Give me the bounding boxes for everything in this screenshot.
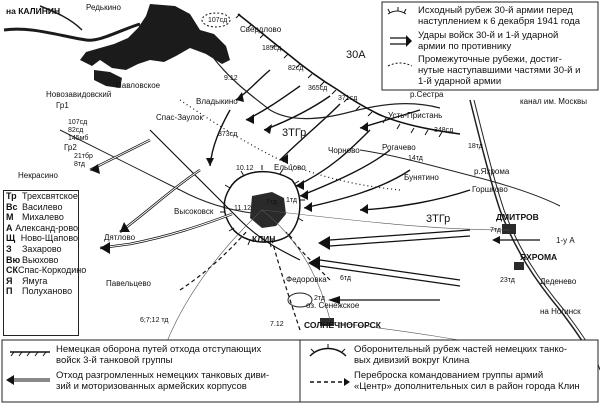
unit-82sd: 82сд (288, 65, 304, 72)
label-bunyatino: Бунятино (404, 173, 439, 182)
unit-107sd-block (68, 119, 89, 142)
upper-river (4, 24, 140, 40)
abbrev-name: Захарово (22, 243, 62, 254)
yakhroma-town (514, 262, 524, 270)
unit-23td: 23тд (500, 277, 515, 284)
army-label-30a: 30А (346, 49, 366, 61)
abbrev-name: Спас-Коркодино (18, 265, 87, 276)
label-kanal: канал им. Москвы (520, 97, 587, 106)
legend-top-3-l1: Промежуточные рубежи, достиг- (418, 54, 562, 65)
abbrev-row (4, 244, 78, 255)
legend-top-item-1 (418, 5, 581, 27)
unit-18td: 18тд (468, 143, 483, 150)
unit-6td: 6тд (340, 275, 351, 282)
label-pavlovskoe: Павловское (116, 81, 161, 90)
label-redkino: Редькино (86, 3, 121, 12)
shock-arrow-heads (308, 236, 500, 304)
label-vysokovsk: Высоковск (174, 207, 214, 216)
moscow-canal (470, 100, 598, 372)
unit-1td: 1тд (286, 197, 297, 204)
label-klin: КЛИН (252, 234, 276, 244)
legend-bottom-r1-b: вых дивизий вокруг Клина (354, 355, 470, 366)
label-novozavidovsky: Новозавидовский (46, 90, 112, 99)
label-ust-pristan: Усть-Пристань (388, 111, 443, 120)
unit-21tbr-line2: 8тд (74, 161, 85, 168)
label-chornovo: Чорново (328, 146, 360, 155)
unit-6-7-12td: 6;7;12 тд (140, 317, 169, 324)
abbrev-row (4, 223, 78, 234)
abbrev-name: Трехсвятское (22, 191, 78, 201)
legend-top-2-l2: армии по противнику (418, 41, 512, 52)
intermediate-line-1 (180, 100, 400, 190)
legend-top-2-l1: Удары войск 30-й и 1-й ударной (418, 30, 559, 41)
unit-21tbr-line1: 21тбр (74, 153, 93, 160)
label-sverdlovo: Свердлово (240, 25, 282, 34)
label-vladykino: Владыкино (196, 97, 238, 106)
unit-365sd: 365сд (308, 85, 328, 92)
legend-top-1-l1: Исходный рубеж 30-й армии перед (418, 5, 573, 16)
label-na-noginsk: на Ногинск (540, 307, 581, 316)
label-spas-zaulok: Спас-Заулок (156, 113, 203, 122)
abbrev-row (4, 212, 78, 223)
abbrev-code: Щ (6, 233, 16, 244)
unit-371sd: 371сд (338, 95, 358, 102)
label-r-yakhroma: р.Яхрома (474, 167, 510, 176)
label-pavelcevo: Павельцево (106, 279, 151, 288)
unit-107-line3: 145мб (68, 135, 89, 142)
abbrev-name: Вьюхово (22, 254, 59, 265)
label-eltsovo: Ельцово (274, 163, 306, 172)
legend-bottom-l2 (56, 370, 272, 392)
river-yakhroma (360, 150, 560, 206)
abbrev-name: Александ-рово (15, 222, 78, 233)
abbreviation-legend (3, 190, 87, 336)
label-rogachevo: Рогачево (382, 143, 416, 152)
abbrev-row (4, 202, 78, 213)
date-1012: 10.12 (236, 165, 254, 172)
dmitrov-town (502, 224, 516, 234)
abbrev-code: СК (6, 265, 18, 276)
unit-7td: 7тд (266, 199, 277, 206)
legend-bottom-l1-a: Немецкая оборона путей отхода отступающих (56, 344, 262, 355)
date-1112: 11.12 (234, 205, 251, 212)
unit-185sd: 185сд (262, 45, 282, 52)
legend-bottom-r2-a: Переброска командованием группы армий (354, 370, 544, 381)
unit-348sd: 348сд (434, 127, 454, 134)
abbrev-row (4, 276, 78, 287)
klin-town (250, 192, 286, 228)
legend-bottom-l2-a: Отход разгромленных немецких танковых диви- (56, 370, 270, 381)
legend-bottom-l2-b: зий и моторизованных армейских корпусов (56, 381, 247, 392)
abbrev-name: Ямуга (22, 275, 48, 286)
unit-373sd: 373сд (218, 131, 238, 138)
army-label-3tgr-1: 3ТГр (282, 127, 307, 139)
abbrev-code: Тр (6, 191, 17, 201)
abbrev-code: Я (6, 275, 13, 286)
army-label-gr2: Гр2 (64, 143, 77, 152)
label-gorshkovo: Горшково (472, 185, 508, 194)
abbrev-code: П (6, 286, 13, 297)
legend-top-3-l2: нутые наступавшими частями 30-й и (418, 65, 581, 76)
army-label-1ua: 1-у А (556, 236, 575, 245)
label-solnechnogorsk: СОЛНЕЧНОГОРСК (304, 320, 381, 330)
unit-107-line2: 82сд (68, 127, 84, 134)
label-r-sestra: р.Сестра (410, 90, 444, 99)
unit-14td: 14тд (408, 155, 423, 162)
date-912-a: 9.12 (224, 75, 238, 82)
army-label-3tgr-2: 3ТГр (426, 213, 451, 225)
legend-bottom-l1-b: войск 3-й танковой группы (56, 355, 173, 366)
shock-army-arrows (320, 230, 540, 300)
abbrev-name: Михалево (22, 212, 64, 223)
label-kalinin: на КАЛИНИН (6, 6, 61, 16)
legend-top-3-l3: 1-й ударной армии (418, 76, 502, 87)
abbrev-code: М (6, 212, 14, 223)
unit-107cd: 107сд (208, 17, 228, 24)
unit-7td-dmitrov: 7тд (490, 227, 501, 234)
abbrev-code: Вю (6, 254, 21, 265)
abbrev-name: Полуханово (22, 286, 73, 297)
unit-21tbr-block (74, 152, 95, 168)
abbrev-row (4, 255, 78, 266)
abbrev-code: А (6, 222, 13, 233)
label-dmitrov: ДМИТРОВ (496, 212, 539, 222)
abbrev-name: Ново-Щапово (20, 233, 78, 244)
abbrev-name: Василево (22, 201, 63, 212)
abbrev-row (4, 233, 78, 244)
unit-107-line1: 107сд (68, 119, 88, 126)
army-label-gr1: Гр1 (56, 101, 69, 110)
label-nekrasino: Некрасино (18, 171, 58, 180)
date-712: 7.12 (270, 321, 284, 328)
unit-2td: 2тд (314, 295, 325, 302)
label-oz-senezhskoe: оз. Сенежское (306, 301, 360, 310)
label-fedorovka: Федоровка (286, 275, 327, 284)
abbrev-code: З (6, 243, 12, 254)
moscow-canal-2 (474, 100, 600, 370)
label-yakhroma: ЯХРОМА (520, 252, 558, 262)
abbrev-code: Вс (6, 201, 18, 212)
legend-bottom-r1-a: Оборонительный рубеж частей немецких танко- (354, 344, 568, 355)
legend-bottom-r2-b: «Центр» дополнительных сил в район города Клин (354, 381, 580, 392)
label-dyatlovo: Дятлово (104, 233, 136, 242)
abbrev-row (4, 265, 87, 276)
abbrev-row (4, 286, 78, 297)
legend-top-1-l2: наступлением к 6 декабря 1941 года (418, 16, 580, 27)
label-dedenevo: Деденево (540, 277, 577, 286)
abbrev-row (4, 191, 78, 202)
